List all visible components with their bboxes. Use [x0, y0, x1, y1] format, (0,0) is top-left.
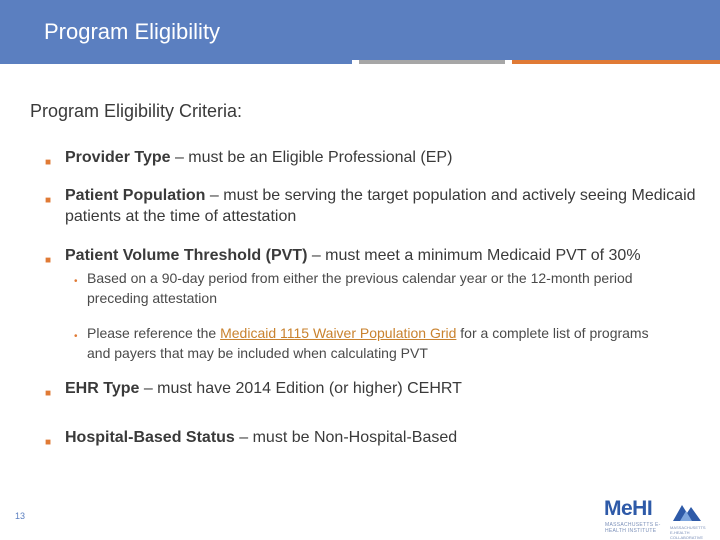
bullet-ehr-type [45, 378, 705, 404]
bullet-label: Patient Volume Threshold (PVT) [65, 247, 308, 264]
collaborative-logo-subtitle: MASSACHUSETTS E-HEALTH COLLABORATIVE [670, 525, 706, 540]
page-number: 13 [15, 511, 26, 521]
bullet-label: Patient Population [65, 187, 206, 204]
bullet-marker: ■ [45, 437, 52, 448]
bullet-provider-type [45, 147, 705, 173]
bullet-text: – must be serving the target population and actively seeing Medicaid patients at the time of attestation [65, 187, 696, 225]
bullet-label: Hospital-Based Status [65, 429, 235, 446]
bullet-text: – must meet a minimum Medicaid PVT of 30% [307, 247, 641, 264]
bullet-label: Provider Type [65, 149, 171, 166]
sub-bullet-period: • Based on a 90-day period from either the previous calendar year or the 12-month period preceding attestation [74, 270, 633, 306]
accent-bar-orange [512, 60, 720, 64]
section-heading: Program Eligibility Criteria: [30, 101, 243, 121]
sub-bullet-marker: • [74, 276, 78, 287]
sub-bullet-marker: • [74, 331, 78, 342]
bullet-marker: ■ [45, 388, 52, 399]
bullet-text: – must be an Eligible Professional (EP) [170, 149, 453, 166]
mehi-logo: MeHI [604, 497, 653, 520]
bullet-patient-population [45, 185, 710, 227]
bullet-text: – must be Non-Hospital-Based [234, 429, 458, 446]
bullet-marker: ■ [45, 157, 52, 168]
accent-bar-blue [0, 60, 352, 64]
bullet-label: EHR Type [65, 380, 140, 397]
accent-bar-gray [359, 60, 505, 64]
bullet-marker: ■ [45, 255, 52, 266]
waiver-grid-link[interactable]: Medicaid 1115 Waiver Population Grid [220, 325, 457, 341]
bullet-hospital-based-status [45, 427, 705, 453]
bullet-text: – must have 2014 Edition (or higher) CEHRT [139, 380, 462, 397]
bullet-marker: ■ [45, 195, 52, 206]
mehi-logo-subtitle: MASSACHUSETTS E-HEALTH INSTITUTE [605, 522, 661, 534]
sub-bullet-reference: • Please reference the Medicaid 1115 Waiver Population Grid for a complete list of programs and payers that may be included when calculating PVT [74, 325, 649, 361]
slide-title: Program Eligibility [44, 19, 221, 44]
footer-logos [604, 497, 714, 540]
